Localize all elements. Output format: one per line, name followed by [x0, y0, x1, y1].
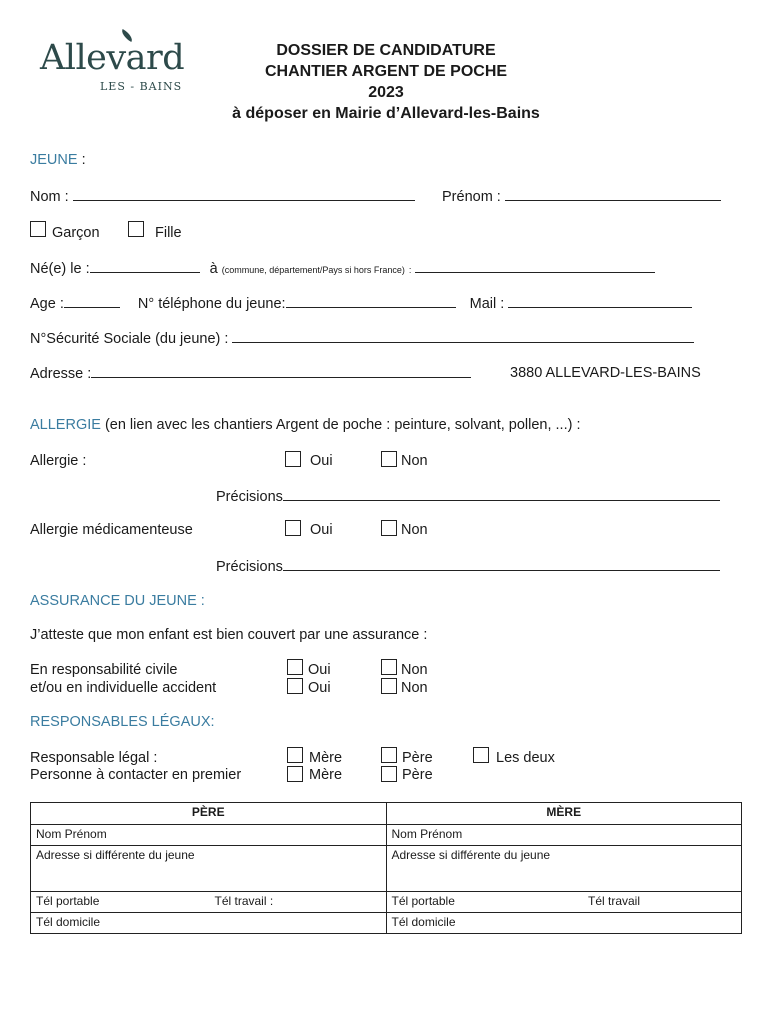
garcon-label: Garçon — [52, 225, 100, 241]
resp-pere-checkbox[interactable] — [381, 747, 397, 763]
atteste-text: J’atteste que mon enfant est bien couvert par une assurance : — [30, 627, 428, 643]
allergie-medic-label: Allergie médicamenteuse — [30, 522, 193, 538]
adresse-field[interactable] — [91, 365, 471, 378]
pere-nom-prenom[interactable]: Nom Prénom — [31, 825, 387, 846]
resp-mere-checkbox[interactable] — [287, 747, 303, 763]
title-line-2: CHANTIER ARGENT DE POCHE — [264, 63, 508, 80]
contact-mere-checkbox[interactable] — [287, 766, 303, 782]
title-line-3: 2023 — [368, 84, 404, 101]
commune-note: (commune, département/Pays si hors France) — [221, 265, 405, 275]
table-row — [31, 825, 742, 846]
adresse-row — [30, 365, 471, 382]
indiv-non-checkbox[interactable] — [381, 678, 397, 694]
secu-row — [30, 330, 694, 347]
precisions-label: Précisions — [216, 489, 283, 505]
medic-precisions-row — [216, 558, 720, 575]
title-line-1: DOSSIER DE CANDIDATURE — [276, 42, 496, 59]
prenom-field[interactable] — [505, 188, 721, 201]
nom-row — [30, 188, 415, 205]
medic-non-checkbox[interactable] — [381, 520, 397, 536]
lieu-naissance-field[interactable] — [415, 260, 655, 273]
tel-field[interactable] — [286, 295, 456, 308]
fille-label: Fille — [155, 225, 182, 241]
allergie-non-checkbox[interactable] — [381, 451, 397, 467]
mail-field[interactable] — [508, 295, 692, 308]
pere-tel-travail: Tél travail : — [214, 894, 274, 908]
adresse-label: Adresse : — [30, 366, 92, 382]
fille-checkbox[interactable] — [128, 221, 144, 237]
header-pere: PÈRE — [31, 803, 387, 825]
pere-adresse[interactable]: Adresse si différente du jeune — [31, 846, 387, 892]
section-responsables: RESPONSABLES LÉGAUX: — [30, 714, 215, 730]
allergie-precisions-row — [216, 488, 720, 505]
resp-civile-label: En responsabilité civile — [30, 662, 178, 678]
indiv-oui-label: Oui — [308, 680, 331, 696]
resp-les-deux-checkbox[interactable] — [473, 747, 489, 763]
resp-legal-label: Responsable légal : — [30, 750, 158, 766]
medic-precisions-field[interactable] — [283, 558, 720, 571]
section-allergie: ALLERGIE (en lien avec les chantiers Argent de poche : peinture, solvant, pollen, ...) : — [30, 417, 581, 433]
allergie-label: Allergie : — [30, 453, 87, 469]
table-row — [31, 892, 742, 913]
mere-adresse[interactable]: Adresse si différente du jeune — [386, 846, 742, 892]
allergie-oui-label: Oui — [310, 453, 333, 469]
prenom-row — [442, 188, 721, 205]
pere-tel-cell[interactable] — [31, 892, 387, 913]
mere-tel-portable: Tél portable — [391, 894, 455, 908]
secu-field[interactable] — [232, 330, 694, 343]
allergie-precisions-field[interactable] — [283, 488, 720, 501]
prenom-label: Prénom : — [442, 189, 501, 205]
garcon-checkbox[interactable] — [30, 221, 46, 237]
allergie-oui-checkbox[interactable] — [285, 451, 301, 467]
resp-mere-label: Mère — [309, 750, 343, 766]
contact-pere-label: Père — [402, 767, 433, 783]
indiv-oui-checkbox[interactable] — [287, 678, 303, 694]
parents-table — [30, 802, 742, 934]
medic-oui-label: Oui — [310, 522, 333, 538]
mere-tel-travail: Tél travail — [588, 894, 641, 908]
tel-label: N° téléphone du jeune: — [137, 296, 286, 312]
resp-pere-label: Père — [402, 750, 433, 766]
section-assurance: ASSURANCE DU JEUNE : — [30, 593, 205, 609]
age-field[interactable] — [64, 295, 120, 308]
logo-subtext: LES - BAINS — [100, 80, 183, 93]
age-label: Age : — [30, 296, 64, 312]
precisions-label: Précisions — [216, 559, 283, 575]
table-row — [31, 846, 742, 892]
resp-les-deux-label: Les deux — [496, 750, 555, 766]
resp-civile-oui-checkbox[interactable] — [287, 659, 303, 675]
resp-civile-oui-label: Oui — [308, 662, 331, 678]
mere-tel-cell[interactable] — [386, 892, 742, 913]
table-header-row — [31, 803, 742, 825]
mail-label: Mail : — [469, 296, 505, 312]
resp-civile-non-checkbox[interactable] — [381, 659, 397, 675]
contact-mere-label: Mère — [309, 767, 343, 783]
medic-oui-checkbox[interactable] — [285, 520, 301, 536]
ville-text: 3880 ALLEVARD-LES-BAINS — [510, 365, 701, 381]
naissance-row: Né(e) le : à (commune, département/Pays si hors France) : — [30, 260, 655, 277]
pere-tel-portable: Tél portable — [36, 894, 100, 908]
table-row — [31, 913, 742, 934]
date-naissance-field[interactable] — [90, 260, 200, 273]
secu-label: N°Sécurité Sociale (du jeune) : — [30, 331, 229, 347]
mere-tel-domicile[interactable]: Tél domicile — [386, 913, 742, 934]
pere-tel-domicile[interactable]: Tél domicile — [31, 913, 387, 934]
header-mere: MÈRE — [386, 803, 742, 825]
age-row — [30, 295, 692, 312]
contact-pere-checkbox[interactable] — [381, 766, 397, 782]
a-label: à — [209, 261, 218, 277]
section-jeune: JEUNE : — [30, 152, 86, 168]
nom-label: Nom : — [30, 189, 69, 205]
logo-text: Allevard — [40, 38, 185, 78]
logo — [40, 30, 190, 100]
indiv-non-label: Non — [401, 680, 428, 696]
resp-civile-non-label: Non — [401, 662, 428, 678]
indiv-label: et/ou en individuelle accident — [30, 680, 217, 696]
ne-le-label: Né(e) le : — [30, 261, 90, 277]
mere-nom-prenom[interactable]: Nom Prénom — [386, 825, 742, 846]
contact-label: Personne à contacter en premier — [30, 767, 242, 783]
title-line-4: à déposer en Mairie d’Allevard-les-Bains — [232, 105, 540, 122]
nom-field[interactable] — [73, 188, 415, 201]
allergie-non-label: Non — [401, 453, 428, 469]
medic-non-label: Non — [401, 522, 428, 538]
